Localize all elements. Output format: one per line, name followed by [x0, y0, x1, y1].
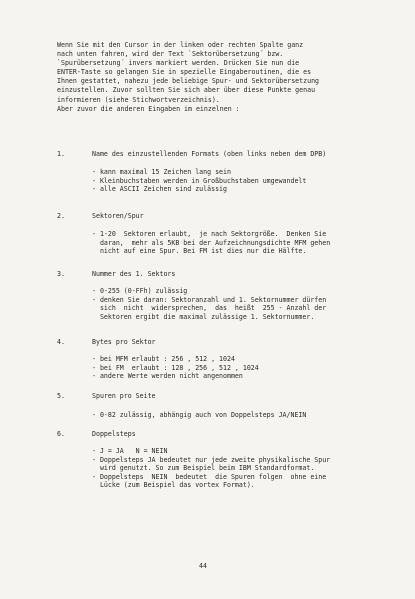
section-title: Nummer des 1. Sektors [92, 270, 176, 278]
section-body: - 1-20 Sektoren erlaubt, je nach Sektorgröße. Denken Sie daran, mehr als 5KB bei der Aufzeichnungsdichte MFM gehen nicht auf eine Spur. Bei FM ist dies nur die Hälfte. [92, 230, 331, 256]
section-number: 2. [57, 212, 65, 220]
section-body: - bei MFM erlaubt : 256 , 512 , 1024 - bei FM erlaubt : 128 , 256 , 512 , 1024 - andere Werte werden nicht angenommen [92, 355, 259, 381]
section-body: - 0-82 zulässig, abhängig auch von Doppelsteps JA/NEIN [92, 411, 307, 419]
section-title: Spuren pro Seite [92, 392, 156, 400]
section-number: 3. [57, 270, 65, 278]
section-number: 6. [57, 430, 65, 438]
page-number: 44 [199, 562, 207, 570]
section-number: 5. [57, 392, 65, 400]
section-number: 4. [57, 338, 65, 346]
section-title: Doppelsteps [92, 430, 136, 438]
intro-paragraph: Wenn Sie mit den Cursor in der linken oder rechten Spalte ganz nach unten fahren, wird der Text `Sektorübersetzung´ bzw. `Spurübersetzung´ invers markiert werden. Drücken Sie nun die ENTER-Taste so gelangen Sie in spezielle Eingaberoutinen, die es Ihnen gestattet, nahezu jede beliebige Spur- und Sektorübersetzung einzustellen. Zuvor sollten Sie sich aber über diese Punkte genau informieren (siehe Stichwortverzeichnis). Aber zuvor die anderen Eingaben im einzelnen : [57, 41, 320, 113]
section-body: - 0-255 (0-FFh) zulässig - denken Sie daran: Sektoranzahl und 1. Sektornummer dürfen sich nicht widersprechen, das heißt 255 - Anzahl der Sektoren ergibt die maximal zulässige 1. Sektornummer. [92, 287, 327, 321]
section-body: - kann maximal 15 Zeichen lang sein - Kleinbuchstaben werden in Großbuchstaben umgewandelt - alle ASCII Zeichen sind zulässig [92, 168, 307, 194]
section-title: Sektoren/Spur [92, 212, 144, 220]
section-number: 1. [57, 150, 65, 158]
section-title: Bytes pro Sektor [92, 338, 156, 346]
section-title: Name des einzustellenden Formats (oben links neben dem DPB) [92, 150, 327, 158]
section-body: - J = JA N = NEIN - Doppelsteps JA bedeutet nur jede zweite physikalische Spur wird genutzt. So zum Beispiel beim IBM Standardformat. - Doppelsteps NEIN bedeutet die Spuren folgen ohne eine Lücke (zum Beispiel das vortex Format). [92, 447, 331, 490]
